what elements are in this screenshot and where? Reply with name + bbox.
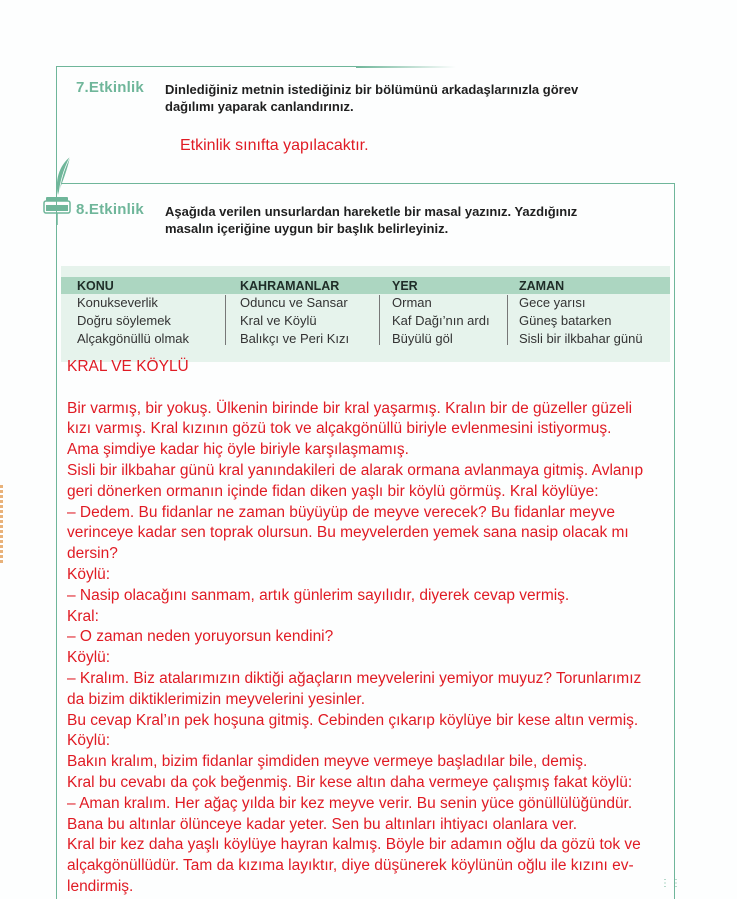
story-line: da bizim diktiklerimizin meyvelerini yesinler. xyxy=(67,690,366,708)
story-elements-table xyxy=(61,266,670,362)
activity-8-instruction xyxy=(165,203,577,237)
table-cell: Kral ve Köylü xyxy=(240,313,317,328)
story-line: Ama şimdiye kadar hiç öyle biriyle karşılaşmamış. xyxy=(67,441,409,459)
column-header: YER xyxy=(392,279,418,293)
story-line: Bana bu altınlar ölünceye kadar yeter. Sen bu altınları ihtiyacı olanlara ver. xyxy=(67,815,578,833)
table-cell: Orman xyxy=(392,295,432,310)
table-cell: Büyülü göl xyxy=(392,331,453,346)
quill-inkwell-icon xyxy=(40,155,80,225)
story-line: Köylü: xyxy=(67,565,111,583)
activity-7-answer: Etkinlik sınıfta yapılacaktır. xyxy=(180,137,369,154)
column-header: KAHRAMANLAR xyxy=(240,279,340,293)
story-line: alçakgönüllüdür. Tam da kızıma layıktır, diye düşünerek köylünün oğlu ile kızını ev- xyxy=(67,857,634,875)
story-line: Kral bir kez daha yaşlı köylüye hayran kalmış. Böyle bir adamın oğlu da gözü tok ve xyxy=(67,836,641,854)
story-line: – Aman kralım. Her ağaç yılda bir kez meyve verir. Bu senin yüce gönüllülüğündür. xyxy=(67,794,633,812)
story-line: Kral: xyxy=(67,607,99,625)
column-header: ZAMAN xyxy=(519,279,565,293)
activity-8-instruction-line: Aşağıda verilen unsurlardan hareketle bir masal yazınız. Yazdığınız xyxy=(165,204,578,219)
story-title: KRAL VE KÖYLÜ xyxy=(67,358,189,375)
story-line: geri dönerken ormanın içinde fidan diken yaşlı bir köylü görmüş. Kral köylüye: xyxy=(67,482,599,500)
activity-8-instruction-line: masalın içeriğine uygun bir başlık belirleyiniz. xyxy=(165,221,449,236)
page-edge-marker xyxy=(0,485,3,565)
story-line: Bakın kralım, bizim fidanlar şimdiden meyve vermeye başladılar bile, demiş. xyxy=(67,753,588,771)
activity-8-label: 8.Etkinlik xyxy=(76,201,144,218)
table-cell: Doğru söylemek xyxy=(77,313,171,328)
table-cell: Alçakgönüllü olmak xyxy=(77,331,190,346)
story-line: – Nasip olacağını sanmam, artık günlerim sayılıdır, diyerek cevap vermiş. xyxy=(67,586,570,604)
story-line: lendirmiş. xyxy=(67,877,134,895)
story-body xyxy=(67,399,677,898)
activity-7-instruction-line: dağılımı yaparak canlandırınız. xyxy=(165,99,354,114)
table-column-yer xyxy=(392,277,490,348)
story-line: – Kralım. Biz atalarımızın diktiği ağaçların meyvelerini yemiyor muyuz? Torunlarımız xyxy=(67,669,642,687)
table-column-kahramanlar xyxy=(240,277,349,348)
story-line: Kral bu cevabı da çok beğenmiş. Bir kese altın daha vermeye çalışmış fakat köylü: xyxy=(67,773,633,791)
activity-7-label: 7.Etkinlik xyxy=(76,79,144,96)
story-line: Sisli bir ilkbahar günü kral yanındakileri de alarak ormana avlanmaya gitmiş. Avlanıp xyxy=(67,461,644,479)
story-line: kızı varmış. Kral kızının gözü tok ve alçakgönüllü biriyle evlenmesini istiyormuş. xyxy=(67,420,612,438)
column-divider xyxy=(225,295,226,345)
table-cell: Balıkçı ve Peri Kızı xyxy=(240,331,350,346)
column-divider xyxy=(379,295,380,345)
story-line: – Dedem. Bu fidanlar ne zaman büyüyüp de meyve verecek? Bu fidanlar meyve xyxy=(67,503,615,521)
activity-7-instruction-line: Dinlediğiniz metnin istediğiniz bir bölümünü arkadaşlarınızla görev xyxy=(165,82,579,97)
story-line: Köylü: xyxy=(67,732,111,750)
column-divider xyxy=(507,295,508,345)
story-line: Köylü: xyxy=(67,649,111,667)
table-cell: Güneş batarken xyxy=(519,313,612,328)
story-line: verinceye kadar sen toprak olursun. Bu meyvelerden yemek sana nasip olacak mı xyxy=(67,524,629,542)
column-header: KONU xyxy=(77,279,114,293)
story-line: Bir varmış, bir yokuş. Ülkenin birinde bir kral yaşarmış. Kralın bir de güzeller güzeli xyxy=(67,399,633,417)
story-line: Bu cevap Kral’ın pek hoşuna gitmiş. Cebinden çıkarıp köylüye bir kese altın vermiş. xyxy=(67,711,639,729)
table-cell: Gece yarısı xyxy=(519,295,586,310)
table-column-zaman xyxy=(519,277,643,348)
table-cell: Konukseverlik xyxy=(77,295,158,310)
table-column-konu xyxy=(77,277,189,348)
table-cell: Oduncu ve Sansar xyxy=(240,295,348,310)
activity-7-instruction xyxy=(165,81,578,115)
activity-7-frame-fade xyxy=(356,66,456,68)
story-answer xyxy=(67,357,677,898)
table-cell: Sisli bir ilkbahar günü xyxy=(519,331,643,346)
page-marker: ⋮⋮ xyxy=(660,878,682,889)
table-cell: Kaf Dağı’nın ardı xyxy=(392,313,490,328)
story-line: dersin? xyxy=(67,545,118,563)
story-line: – O zaman neden yoruyorsun kendini? xyxy=(67,628,334,646)
